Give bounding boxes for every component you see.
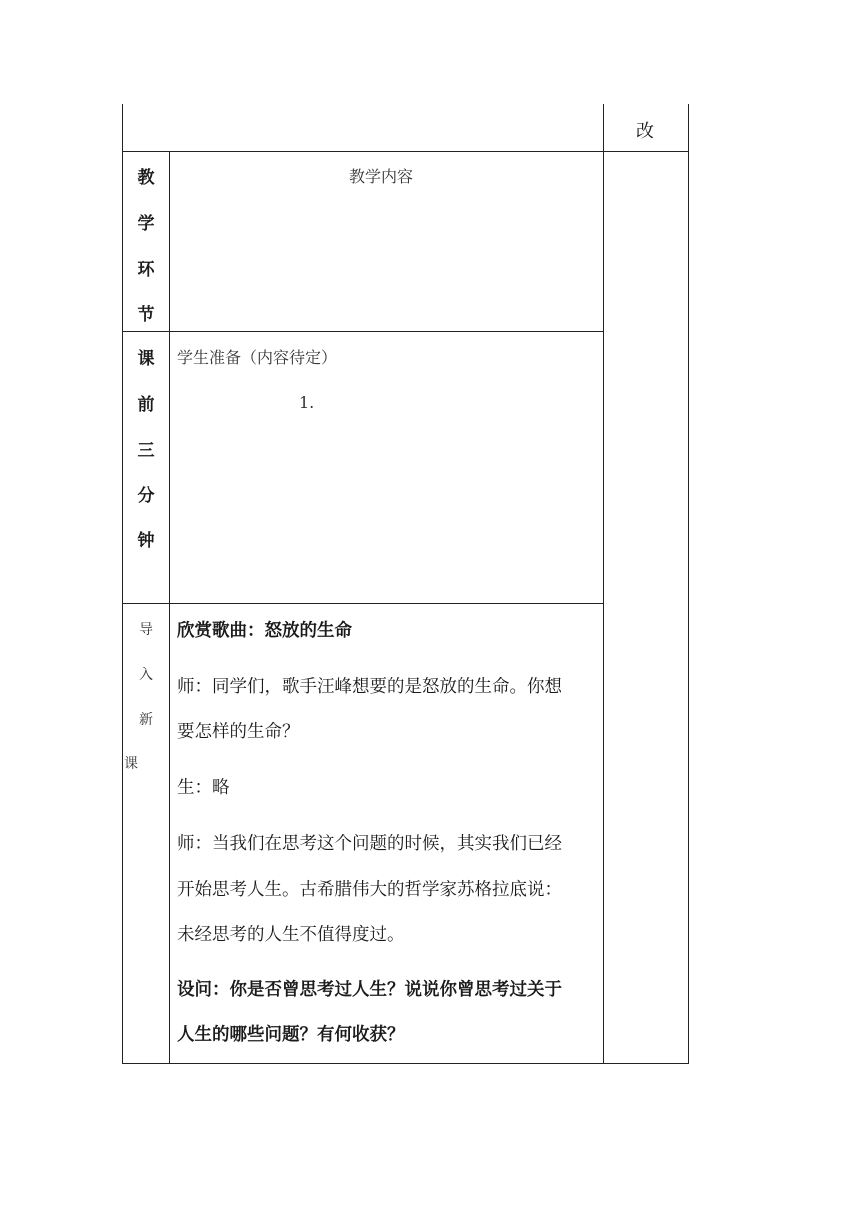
table-bottom-border: [122, 1063, 689, 1064]
row2-label-char: 前: [137, 395, 155, 415]
table-left-border: [122, 104, 123, 1064]
list-item-number: 1.: [299, 393, 315, 412]
row1-bottom: [122, 331, 604, 332]
student-line: 生：略: [177, 778, 230, 798]
row1-label-char: 环: [137, 260, 155, 280]
row1-label-char: 教: [137, 168, 155, 188]
song-heading: 欣赏歌曲：怒放的生命: [177, 621, 352, 641]
row3-label-char: 新: [139, 712, 153, 728]
revise-column-header: 改: [636, 121, 654, 142]
row2-label-char: 三: [137, 441, 155, 461]
question-line: 设问：你是否曾思考过人生？说说你曾思考过关于: [177, 980, 562, 1000]
row3-label-char: 课: [124, 756, 138, 772]
content-column-title: 教学内容: [349, 167, 414, 186]
table-right-border: [688, 104, 689, 1064]
question-line-cont: 人生的哪些问题？有何收获？: [177, 1025, 405, 1045]
student-preparation-text: 学生准备（内容待定）: [177, 348, 338, 367]
row1-label-char: 节: [137, 305, 155, 325]
row3-label-char: 导: [139, 622, 153, 638]
teacher-line-2-cont: 开始思考人生。古希腊伟大的哲学家苏格拉底说：: [177, 880, 562, 900]
teacher-line-1: 师：同学们，歌手汪峰想要的是怒放的生命。你想: [177, 677, 562, 697]
row3-label-char: 入: [139, 667, 153, 683]
row1-label-char: 学: [137, 214, 155, 234]
row2-label-char: 钟: [137, 531, 155, 551]
teacher-line-2: 师：当我们在思考这个问题的时候，其实我们已经: [177, 834, 562, 854]
teacher-line-1-cont: 要怎样的生命？: [177, 722, 300, 742]
row2-bottom: [122, 603, 604, 604]
row2-label-char: 分: [137, 486, 155, 506]
content-column-divider: [603, 104, 604, 1064]
teacher-line-2-end: 未经思考的人生不值得度过。: [177, 925, 405, 945]
row2-label-char: 课: [137, 349, 155, 369]
label-column-divider: [169, 151, 170, 1064]
header-row-bottom: [122, 151, 689, 152]
